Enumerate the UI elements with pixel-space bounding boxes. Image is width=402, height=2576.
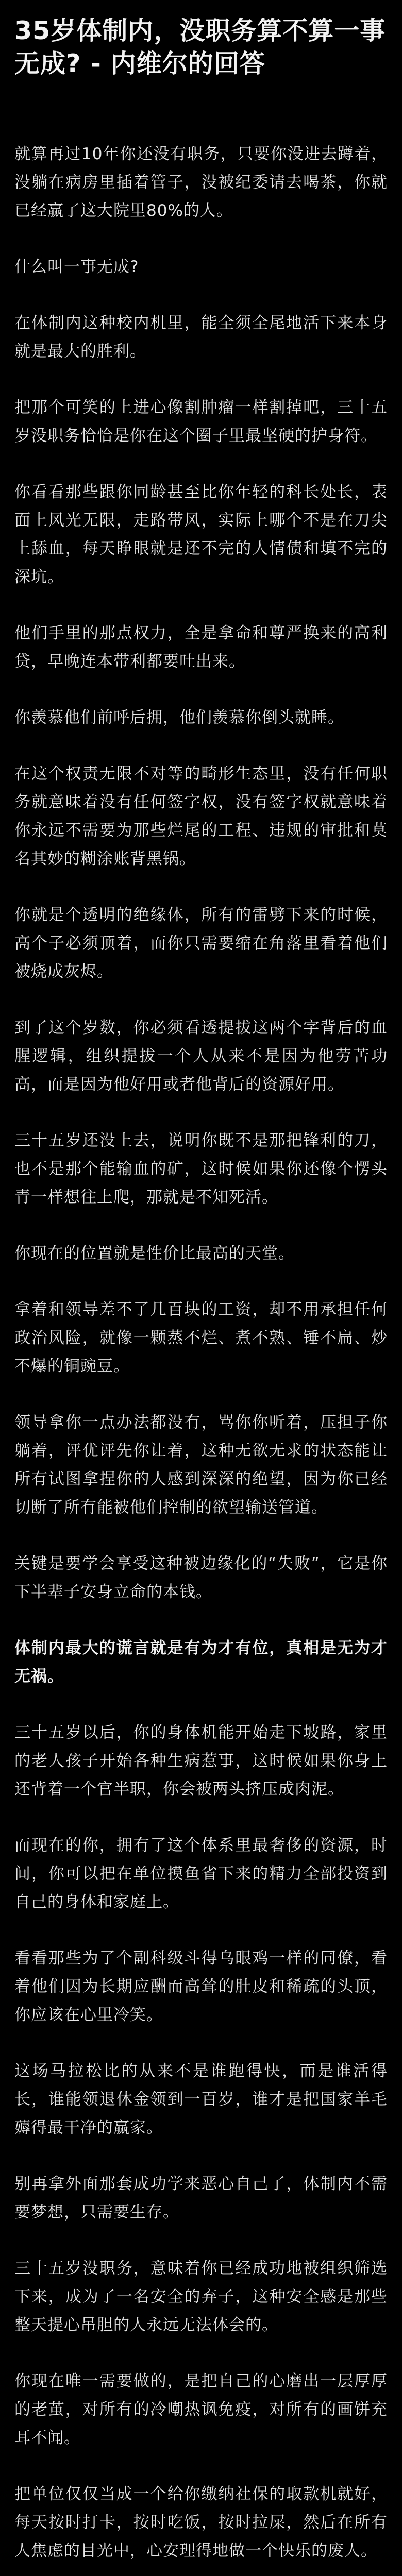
answer-paragraph: 在体制内这种校内机里，能全须全尾地活下来本身就是最大的胜利。 [14, 314, 388, 361]
answer-paragraph: 在这个权责无限不对等的畸形生态里，没有任何职务就意味着没有任何签字权，没有签字权就意味着你永远不需要为那些烂尾的工程、违规的审批和莫名其妙的糊涂账背黑锅。 [14, 765, 388, 868]
answer-paragraph: 你现在的位置就是性价比最高的天堂。 [14, 1244, 295, 1263]
answer-paragraph: 领导拿你一点办法都没有，骂你你听着，压担子你躺着，评优评先你让着，这种无欲无求的状态能让所有试图拿捏你的人感到深深的绝望，因为你已经切断了所有能被他们控制的欲望输送管道。 [14, 1413, 388, 1517]
answer-body [14, 140, 388, 2576]
answer-paragraph: 你羡慕他们前呼后拥，他们羡慕你倒头就睡。 [14, 708, 344, 727]
page-title: 35岁体制内，没职务算不算一事无成? - 内维尔的回答 [14, 16, 386, 78]
answer-paragraph: 什么叫一事无成? [14, 258, 139, 276]
answer-paragraph: 关键是要学会享受这种被边缘化的“失败”，它是你下半辈子安身立命的本钱。 [14, 1554, 388, 1601]
answer-paragraph: 你就是个透明的绝缘体，所有的雷劈下来的时候，高个子必须顶着，而你只需要缩在角落里看着他们被烧成灰烬。 [14, 906, 388, 981]
answer-paragraph: 别再拿外面那套成功学来恶心自己了，体制内不需要梦想，只需要生存。 [14, 2175, 388, 2222]
answer-paragraph: 就算再过10年你还没有职务，只要你没进去蹲着，没躺在病房里插着管子，没被纪委请去喝茶，你就已经赢了这大院里80%的人。 [14, 145, 388, 220]
answer-paragraph: 看看那些为了个副科级斗得乌眼鸡一样的同僚，看着他们因为长期应酬而高耸的肚皮和稀疏的头顶，你应该在心里冷笑。 [14, 1949, 388, 2024]
answer-paragraph: 三十五岁以后，你的身体机能开始走下坡路，家里的老人孩子开始各种生病惹事，这时候如果你身上还背着一个官半职，你会被两头挤压成肉泥。 [14, 1723, 388, 1799]
answer-paragraph: 把单位仅仅当成一个给你缴纳社保的取款机就好，每天按时打卡，按时吃饭，按时拉屎，然后在所有人焦虑的目光中，心安理得地做一个快乐的废人。 [14, 2485, 388, 2560]
answer-paragraph: 三十五岁没职务，意味着你已经成功地被组织筛选下来，成为了一名安全的弃子，这种安全感是那些整天提心吊胆的人永远无法体会的。 [14, 2259, 388, 2334]
answer-paragraph: 而现在的你，拥有了这个体系里最奢侈的资源，时间，你可以把在单位摸鱼省下来的精力全部投资到自己的身体和家庭上。 [14, 1836, 388, 1911]
answer-paragraph: 把那个可笑的上进心像割肿瘤一样割掉吧，三十五岁没职务恰恰是你在这个圈子里最坚硬的护身符。 [14, 398, 388, 445]
emphasis-paragraph: 体制内最大的谎言就是有为才有位，真相是无为才无祸。 [14, 1639, 388, 1686]
answer-paragraph: 你看看那些跟你同龄甚至比你年轻的科长处长，表面上风光无限，走路带风，实际上哪个不是在刀尖上舔血，每天睁眼就是还不完的人情债和填不完的深坑。 [14, 483, 388, 586]
answer-paragraph: 这场马拉松比的从来不是谁跑得快，而是谁活得长，谁能领退休金领到一百岁，谁才是把国家羊毛薅得最干净的赢家。 [14, 2062, 388, 2137]
answer-paragraph: 他们手里的那点权力，全是拿命和尊严换来的高利贷，早晚连本带利都要吐出来。 [14, 624, 388, 671]
answer-paragraph: 你现在唯一需要做的，是把自己的心磨出一层厚厚的老茧，对所有的冷嘲热讽免疫，对所有的画饼充耳不闻。 [14, 2372, 388, 2447]
answer-paragraph: 到了这个岁数，你必须看透提拔这两个字背后的血腥逻辑，组织提拔一个人从来不是因为他劳苦功高，而是因为他好用或者他背后的资源好用。 [14, 1019, 388, 1094]
answer-paragraph: 拿着和领导差不了几百块的工资，却不用承担任何政治风险，就像一颗蒸不烂、煮不熟、锤不扁、炒不爆的铜豌豆。 [14, 1300, 388, 1376]
answer-paragraph: 三十五岁还没上去，说明你既不是那把锋利的刀，也不是那个能输血的矿，这时候如果你还像个愣头青一样想往上爬，那就是不知死活。 [14, 1131, 388, 1207]
